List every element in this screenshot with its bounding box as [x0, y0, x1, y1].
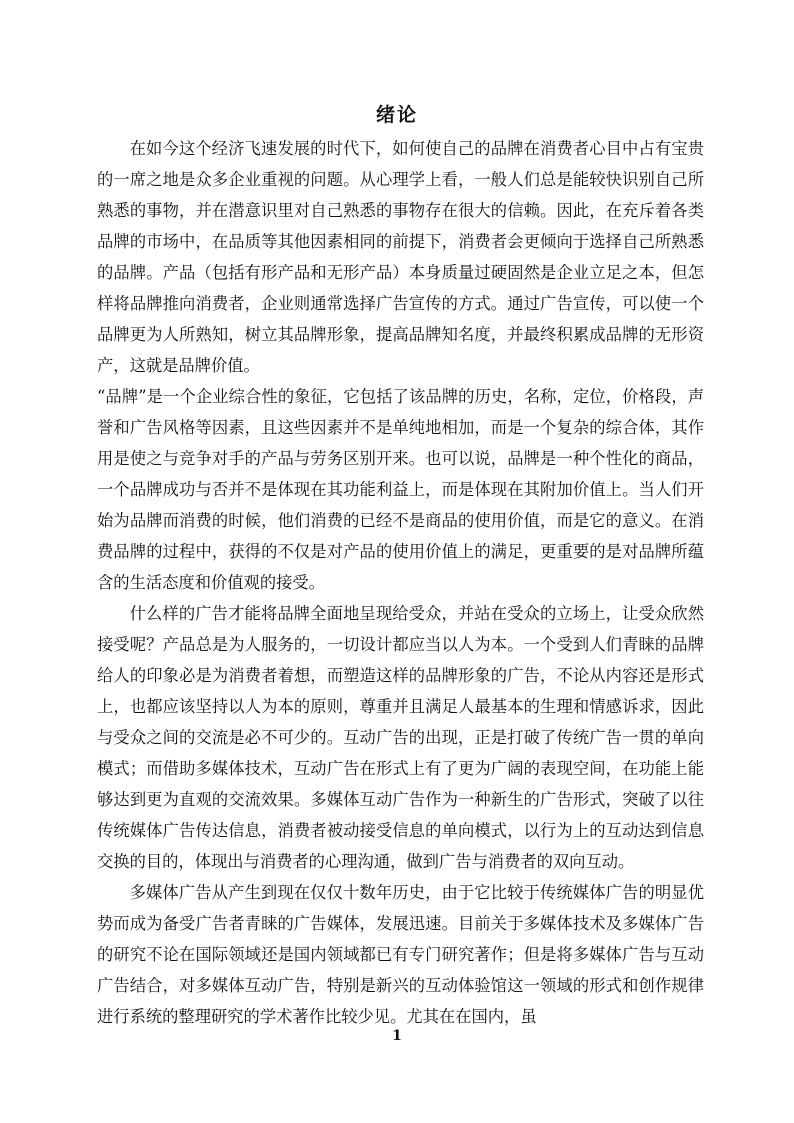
- chapter-title: 绪论: [375, 104, 418, 126]
- paragraph-2: “品牌”是一个企业综合性的象征，它包括了该品牌的历史，名称，定位，价格段，声誉和广告风格等因素，且这些因素并不是单纯地相加，而是一个复杂的综合体，其作用是使之与竞争对手的产品与劳务区别开来。也可以说，品牌是一种个性化的商品，一个品牌成功与否并不是体现在其功能利益上，而是体现在其附加价值上。当人们开始为品牌而消费的时候，他们消费的已经不是商品的使用价值，而是它的意义。在消费品牌的过程中，获得的不仅是对产品的使用价值上的满足，更重要的是对品牌所蕴含的生活态度和价值观的接受。: [97, 387, 704, 592]
- paragraph-4: 多媒体广告从产生到现在仅仅十数年历史，由于它比较于传统媒体广告的明显优势而成为备受广告者青睐的广告媒体，发展迅速。目前关于多媒体技术及多媒体广告的研究不论在国际领域还是国内领域都已有专门研究著作；但是将多媒体广告与互动广告结合，对多媒体互动广告，特别是新兴的互动体验馆这一领域的形式和创作规律进行系统的整理研究的学术著作比较少见。尤其在在国内，虽: [97, 883, 704, 1026]
- body-text: [97, 133, 704, 1032]
- paragraph-1: 在如今这个经济飞速发展的时代下，如何使自己的品牌在消费者心目中占有宝贵的一席之地是众多企业重视的问题。从心理学上看，一般人们总是能较快识别自己所熟悉的事物，并在潜意识里对自己熟悉的事物存在很大的信赖。因此，在充斥着各类品牌的市场中，在品质等其他因素相同的前提下，消费者会更倾向于选择自己所熟悉的品牌。产品（包括有形产品和无形产品）本身质量过硬固然是企业立足之本，但怎样将品牌推向消费者，企业则通常选择广告宣传的方式。通过广告宣传，可以使一个品牌更为人所熟知，树立其品牌形象，提高品牌知名度，并最终积累成品牌的无形资产，这就是品牌价值。: [97, 139, 704, 375]
- page-number: 1: [392, 1028, 402, 1044]
- paragraph-3: 什么样的广告才能将品牌全面地呈现给受众，并站在受众的立场上，让受众欣然接受呢？产品总是为人服务的，一切设计都应当以人为本。一个受到人们青睐的品牌给人的印象必是为消费者着想，而塑造这样的品牌形象的广告，不论从内容还是形式上，也都应该坚持以人为本的原则，尊重并且满足人最基本的生理和情感诉求，因此与受众之间的交流是必不可少的。互动广告的出现，正是打破了传统广告一贯的单向模式；而借助多媒体技术，互动广告在形式上有了更为广阔的表现空间，在功能上能够达到更为直观的交流效果。多媒体互动广告作为一种新生的广告形式，突破了以往传统媒体广告传达信息，消费者被动接受信息的单向模式，以行为上的互动达到信息交换的目的，体现出与消费者的心理沟通，做到广告与消费者的双向互动。: [97, 604, 704, 871]
